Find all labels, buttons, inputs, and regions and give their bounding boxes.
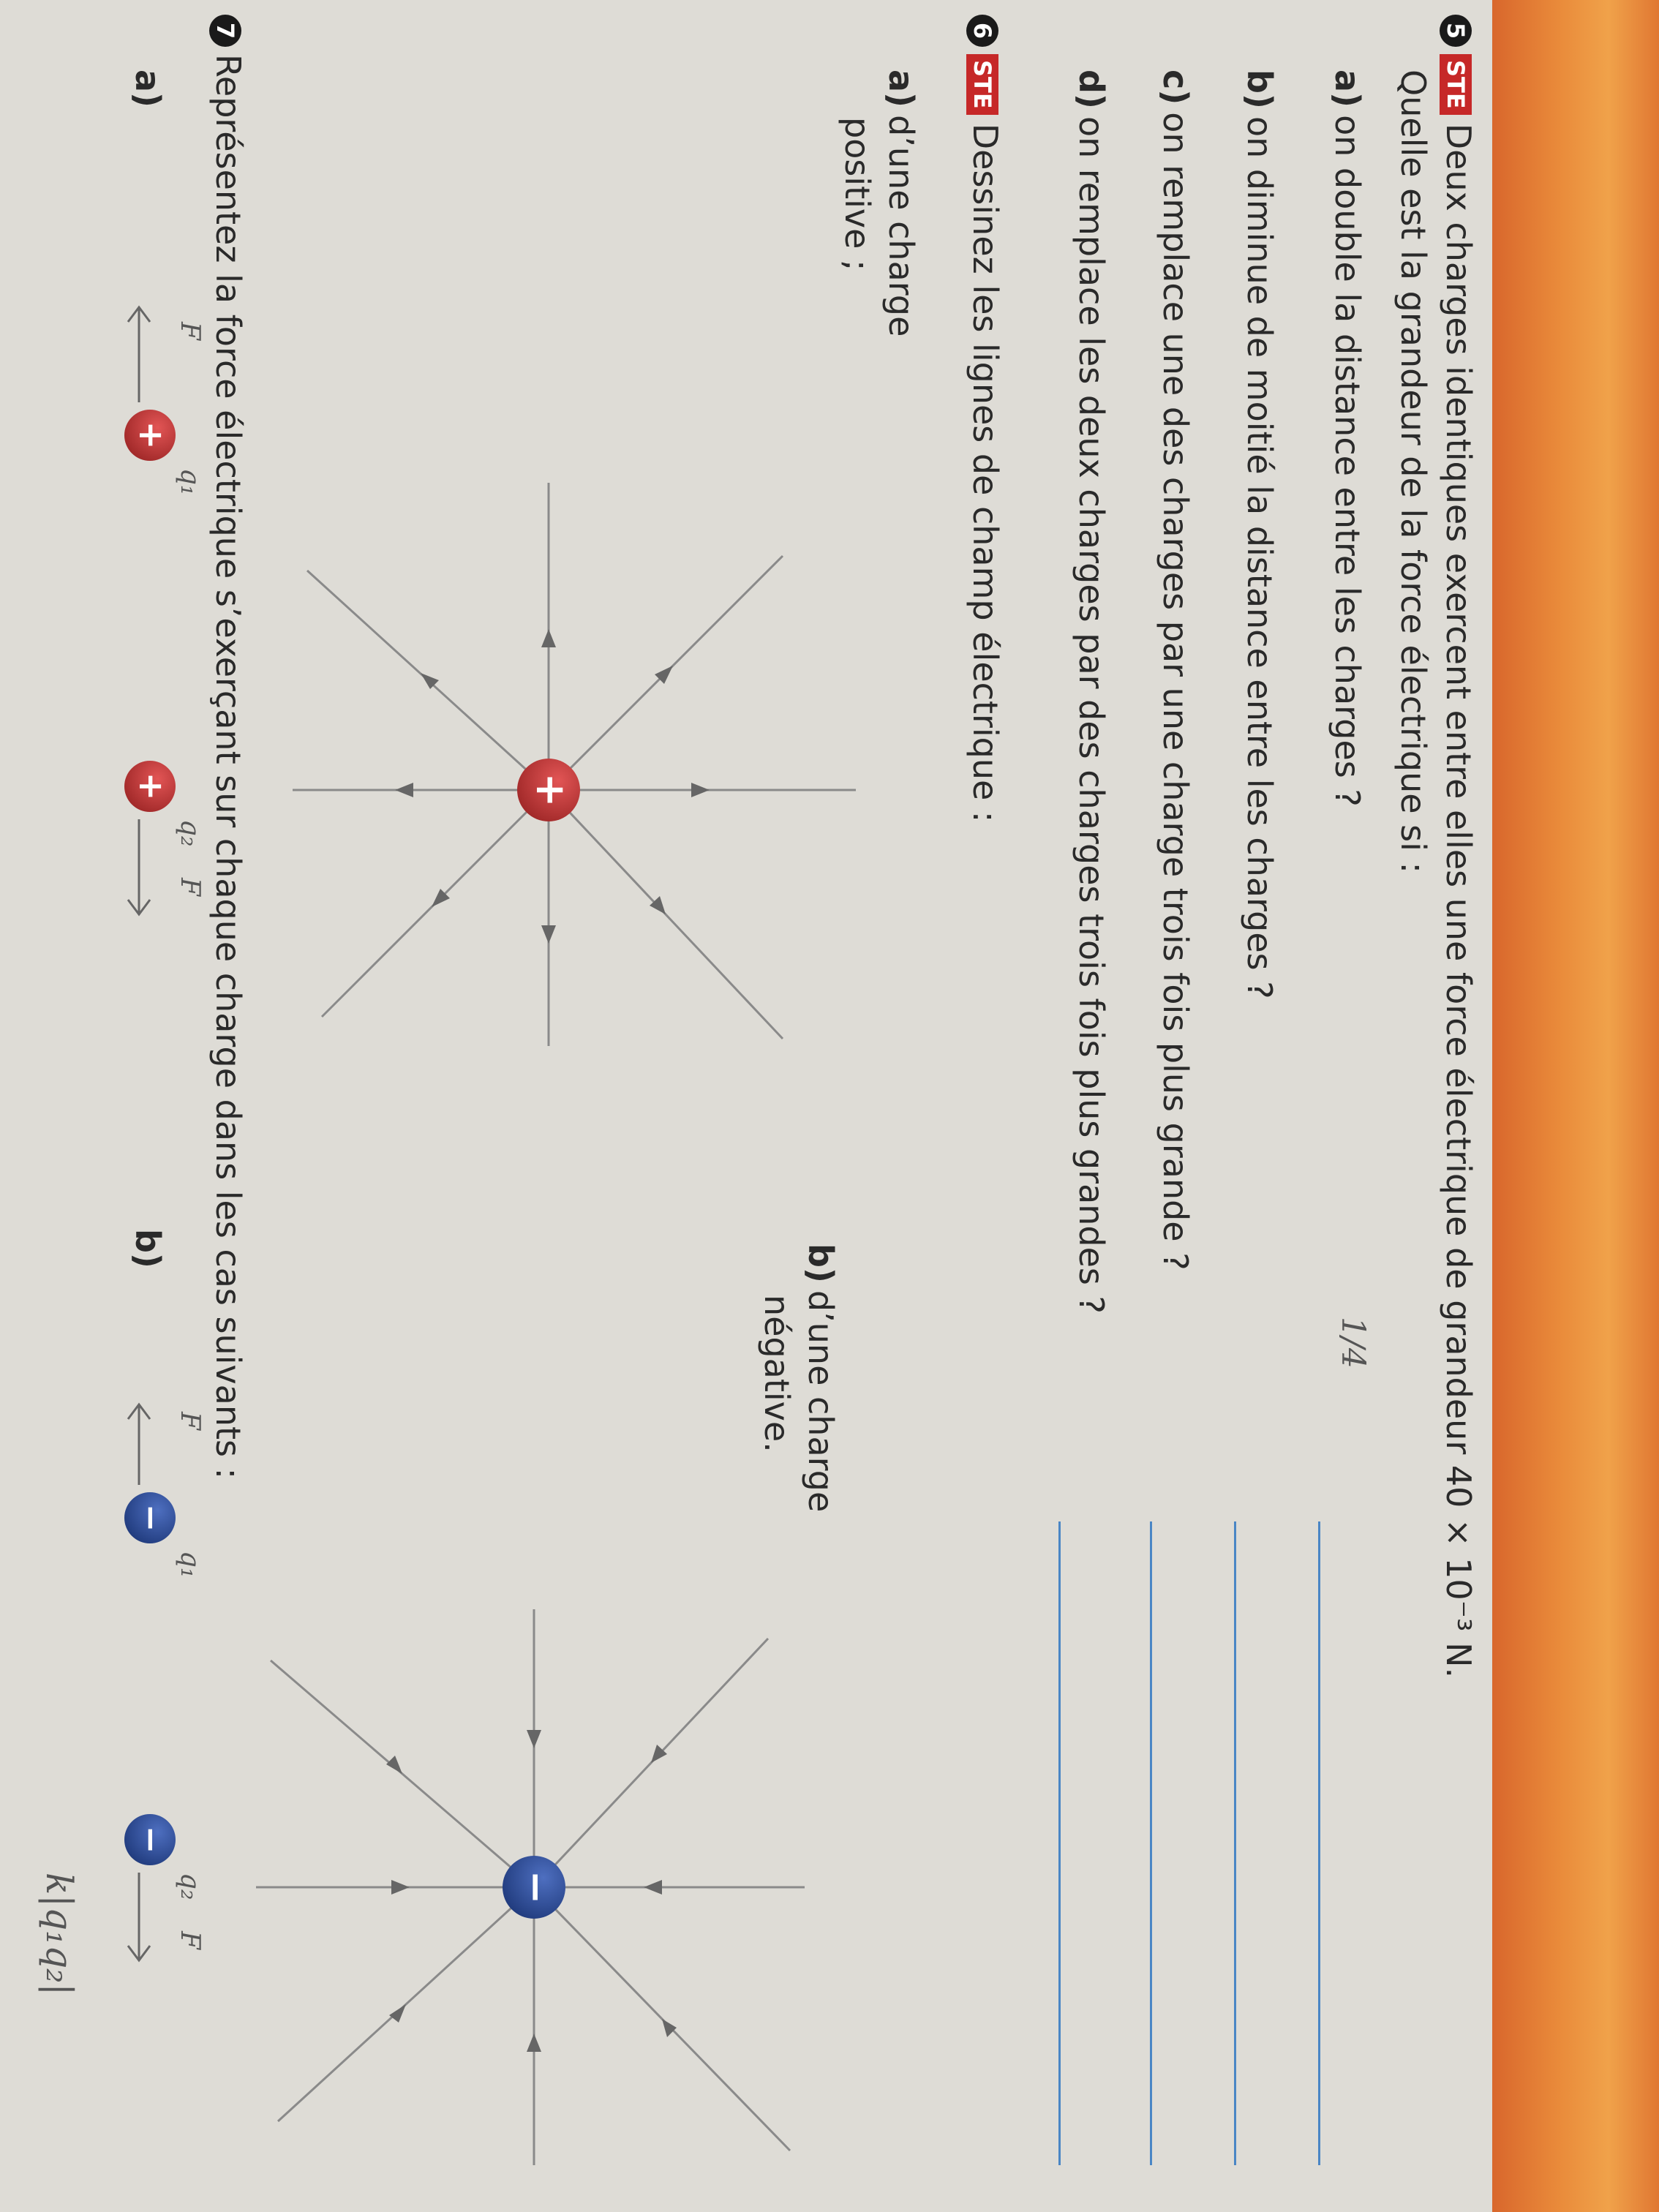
positive-charge: + <box>517 759 580 821</box>
book-edge-band <box>1491 0 1659 2212</box>
ex7-a-charge-1: + <box>124 410 176 461</box>
neg-arrow-up <box>644 1880 662 1895</box>
ex7-header <box>207 15 249 1479</box>
ex5-item-d-text: on remplace les deux charges par des charges trois fois plus grandes ? <box>1072 116 1111 1314</box>
ex5-item-a-text: on double la distance entre les charges ? <box>1328 115 1367 807</box>
ex5-answer-line-b[interactable] <box>1234 1521 1236 2165</box>
ex7-a-f2: F <box>175 878 205 896</box>
ex6-b-line1: d’une charge <box>801 1290 840 1513</box>
ex7-number: 7 <box>210 15 242 47</box>
ex5-item-c <box>1154 69 1197 1271</box>
ex6-a-line1: d’une charge <box>881 115 921 337</box>
ex6-header <box>964 15 1007 822</box>
ex6-b-line2: négative. <box>757 1295 797 1453</box>
ex7-title: Représentez la force électrique s’exerçant sur chaque charge dans les cas suivants : <box>208 54 248 1480</box>
ex6-number: 6 <box>967 15 999 47</box>
pos-arrow-up <box>691 783 710 797</box>
ex5-item-d-label: d) <box>1072 69 1111 109</box>
ex7-b-label: b) <box>128 1229 168 1268</box>
neg-arrow-down <box>391 1880 410 1895</box>
ex6-a-caption <box>880 69 922 336</box>
ex7-b-q1: q₁ <box>175 1551 205 1579</box>
ex5-answer-line-a[interactable] <box>1318 1521 1320 2165</box>
ex7-bottom-handwriting: k|q₁q₂| <box>38 1873 80 1996</box>
ex5-item-d <box>1070 69 1113 1314</box>
ex5-ste-tag: STE <box>1440 54 1472 115</box>
ex7-a-charge-2: + <box>124 761 176 812</box>
ex6-ste-tag: STE <box>967 54 999 115</box>
pos-arrow-left <box>541 629 556 647</box>
neg-arrow-downleft <box>386 1756 402 1774</box>
ex5-item-c-label: c) <box>1156 69 1195 105</box>
ex5-item-b-text: on diminue de moitié la distance entre les charges ? <box>1240 116 1279 999</box>
ex7-a-q2: q₂ <box>175 819 205 847</box>
ex7-a-q1: q₁ <box>175 468 205 496</box>
ex7-b-f2: F <box>175 1931 205 1949</box>
ex6-a-label: a) <box>881 69 921 108</box>
ex5-number: 5 <box>1440 15 1472 47</box>
ex7-b-q2: q₂ <box>175 1873 205 1900</box>
ex7-b-charge-1: − <box>124 1492 176 1543</box>
ex5-item-b-label: b) <box>1240 69 1279 109</box>
ex6-b-caption <box>800 1244 842 1512</box>
ex5-item-a <box>1326 69 1369 807</box>
ex5-line2: Quelle est la grandeur de la force électrique si : <box>1393 69 1433 874</box>
ex7-a-f1: F <box>175 322 205 340</box>
ex5-answer-line-c[interactable] <box>1150 1521 1152 2165</box>
positive-field-lines <box>278 461 878 1046</box>
ex6-title: Dessinez les lignes de champ électrique : <box>966 123 1005 823</box>
ex5-answer-line-d[interactable] <box>1058 1521 1061 2165</box>
ex7-b-f1: F <box>175 1412 205 1430</box>
ex7-b-force-arrows <box>117 1375 161 2034</box>
neg-arrow-right <box>527 2034 541 2052</box>
ex5-item-c-text: on remplace une des charges par une charge trois fois plus grande ? <box>1156 112 1195 1271</box>
pos-arrow-down <box>395 783 413 797</box>
neg-arrow-downright <box>389 2004 406 2023</box>
ex7-a-label: a) <box>128 69 168 108</box>
neg-arrow-left <box>527 1730 541 1748</box>
ex5-line1: Deux charges identiques exercent entre elles une force électrique de grandeur 40 × 10⁻³ N. <box>1439 123 1478 1679</box>
ex5-handwriting: 1/4 <box>1334 1317 1372 1369</box>
ex6-b-label: b) <box>801 1244 840 1283</box>
ex5-item-a-label: a) <box>1328 69 1367 108</box>
ex6-a-line2: positive ; <box>838 117 877 271</box>
ex5-item-b <box>1238 69 1281 999</box>
negative-charge: − <box>503 1856 565 1919</box>
ex7-b-charge-2: − <box>124 1814 176 1865</box>
neg-arrow-upright <box>662 2019 677 2037</box>
ex5-header <box>1437 15 1480 1678</box>
pos-arrow-right <box>541 925 556 944</box>
ex7-a-force-arrows <box>117 285 161 944</box>
